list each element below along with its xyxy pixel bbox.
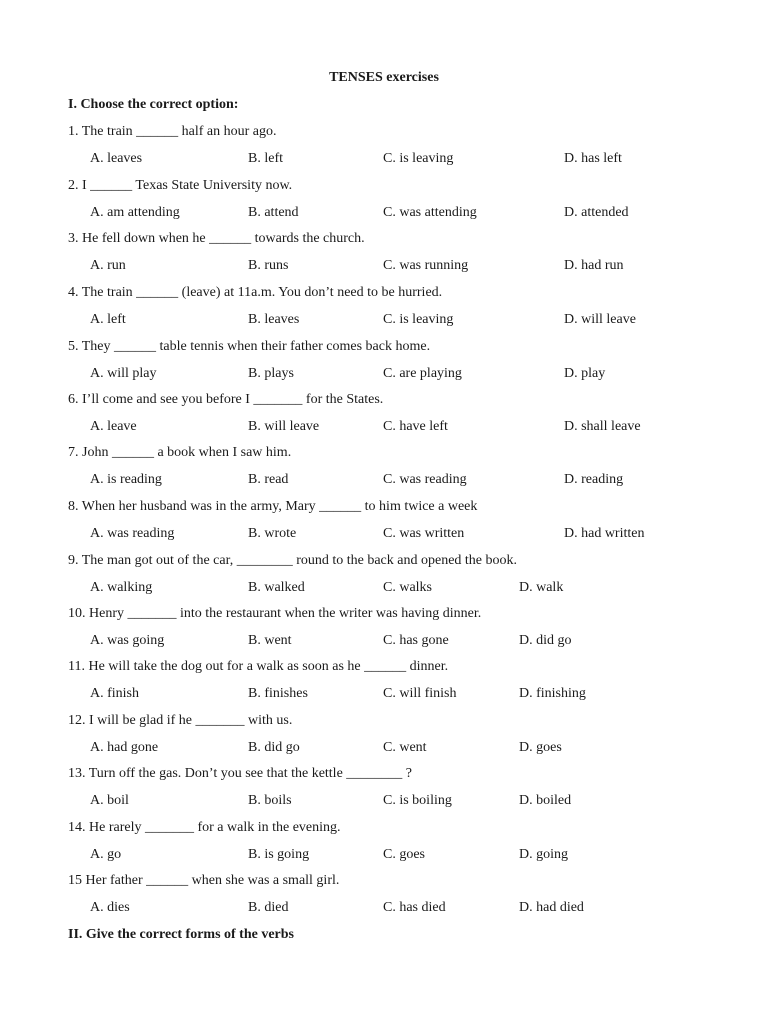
question-text: 13. Turn off the gas. Don’t you see that the kettle ________ ? bbox=[68, 766, 412, 781]
option-a: A. am attending bbox=[90, 205, 180, 220]
option-d: D. reading bbox=[564, 472, 624, 487]
option-b: B. did go bbox=[248, 740, 300, 755]
option-c: C. will finish bbox=[383, 686, 457, 701]
option-b: B. went bbox=[248, 633, 292, 648]
option-d: D. shall leave bbox=[564, 419, 641, 434]
option-c: C. goes bbox=[383, 847, 425, 862]
option-b: B. is going bbox=[248, 847, 310, 862]
option-a: A. was going bbox=[90, 633, 165, 648]
option-c: C. have left bbox=[383, 419, 448, 434]
option-d: D. will leave bbox=[564, 312, 636, 327]
option-row bbox=[0, 740, 768, 758]
page-title: TENSES exercises bbox=[329, 70, 439, 85]
option-d: D. boiled bbox=[519, 793, 572, 808]
option-row bbox=[0, 793, 768, 811]
option-d: D. has left bbox=[564, 151, 622, 166]
option-a: A. had gone bbox=[90, 740, 159, 755]
question-text: 11. He will take the dog out for a walk as soon as he ______ dinner. bbox=[68, 659, 449, 674]
question-text: 14. He rarely _______ for a walk in the evening. bbox=[68, 820, 341, 835]
option-row bbox=[0, 366, 768, 384]
section-heading-1: I. Choose the correct option: bbox=[68, 97, 239, 112]
option-c: C. walks bbox=[383, 580, 432, 595]
option-b: B. wrote bbox=[248, 526, 297, 541]
question-text: 7. John ______ a book when I saw him. bbox=[68, 445, 292, 460]
option-a: A. finish bbox=[90, 686, 139, 701]
option-d: D. attended bbox=[564, 205, 629, 220]
option-c: C. has died bbox=[383, 900, 446, 915]
option-a: A. leave bbox=[90, 419, 137, 434]
option-b: B. walked bbox=[248, 580, 305, 595]
option-c: C. was written bbox=[383, 526, 465, 541]
option-row bbox=[0, 472, 768, 490]
option-b: B. plays bbox=[248, 366, 294, 381]
option-row bbox=[0, 686, 768, 704]
question-text: 3. He fell down when he ______ towards the church. bbox=[68, 231, 365, 246]
option-d: D. going bbox=[519, 847, 568, 862]
option-b: B. boils bbox=[248, 793, 292, 808]
question-text: 2. I ______ Texas State University now. bbox=[68, 178, 293, 193]
question-text: 1. The train ______ half an hour ago. bbox=[68, 124, 277, 139]
option-d: D. goes bbox=[519, 740, 562, 755]
option-c: C. went bbox=[383, 740, 427, 755]
question-text: 15 Her father ______ when she was a small girl. bbox=[68, 873, 340, 888]
option-d: D. had run bbox=[564, 258, 624, 273]
option-row bbox=[0, 419, 768, 437]
option-d: D. did go bbox=[519, 633, 572, 648]
option-row bbox=[0, 900, 768, 918]
option-b: B. died bbox=[248, 900, 289, 915]
option-c: C. are playing bbox=[383, 366, 462, 381]
option-b: B. will leave bbox=[248, 419, 320, 434]
option-a: A. boil bbox=[90, 793, 129, 808]
option-c: C. is leaving bbox=[383, 312, 454, 327]
option-b: B. attend bbox=[248, 205, 299, 220]
option-d: D. play bbox=[564, 366, 606, 381]
option-b: B. read bbox=[248, 472, 289, 487]
option-a: A. was reading bbox=[90, 526, 175, 541]
question-text: 6. I’ll come and see you before I _______ for the States. bbox=[68, 392, 384, 407]
option-row bbox=[0, 847, 768, 865]
option-row bbox=[0, 312, 768, 330]
option-a: A. will play bbox=[90, 366, 157, 381]
option-a: A. left bbox=[90, 312, 126, 327]
option-row bbox=[0, 151, 768, 169]
question-text: 12. I will be glad if he _______ with us. bbox=[68, 713, 293, 728]
section-heading-2: II. Give the correct forms of the verbs bbox=[68, 927, 295, 942]
option-d: D. finishing bbox=[519, 686, 586, 701]
option-row bbox=[0, 633, 768, 651]
option-c: C. has gone bbox=[383, 633, 449, 648]
option-a: A. walking bbox=[90, 580, 153, 595]
option-row bbox=[0, 258, 768, 276]
option-a: A. dies bbox=[90, 900, 130, 915]
option-a: A. is reading bbox=[90, 472, 162, 487]
option-c: C. was reading bbox=[383, 472, 467, 487]
option-b: B. finishes bbox=[248, 686, 308, 701]
option-a: A. leaves bbox=[90, 151, 143, 166]
option-b: B. runs bbox=[248, 258, 289, 273]
question-text: 5. They ______ table tennis when their father comes back home. bbox=[68, 339, 431, 354]
question-text: 10. Henry _______ into the restaurant when the writer was having dinner. bbox=[68, 606, 482, 621]
option-b: B. leaves bbox=[248, 312, 300, 327]
option-c: C. is boiling bbox=[383, 793, 452, 808]
option-row bbox=[0, 526, 768, 544]
option-a: A. go bbox=[90, 847, 122, 862]
option-b: B. left bbox=[248, 151, 283, 166]
option-c: C. was running bbox=[383, 258, 469, 273]
question-text: 4. The train ______ (leave) at 11a.m. You don’t need to be hurried. bbox=[68, 285, 443, 300]
option-d: D. walk bbox=[519, 580, 564, 595]
question-text: 8. When her husband was in the army, Mary ______ to him twice a week bbox=[68, 499, 478, 514]
option-c: C. was attending bbox=[383, 205, 477, 220]
option-row bbox=[0, 205, 768, 223]
option-d: D. had written bbox=[564, 526, 645, 541]
option-row bbox=[0, 580, 768, 598]
option-c: C. is leaving bbox=[383, 151, 454, 166]
option-a: A. run bbox=[90, 258, 126, 273]
option-d: D. had died bbox=[519, 900, 584, 915]
question-text: 9. The man got out of the car, ________ round to the back and opened the book. bbox=[68, 553, 518, 568]
